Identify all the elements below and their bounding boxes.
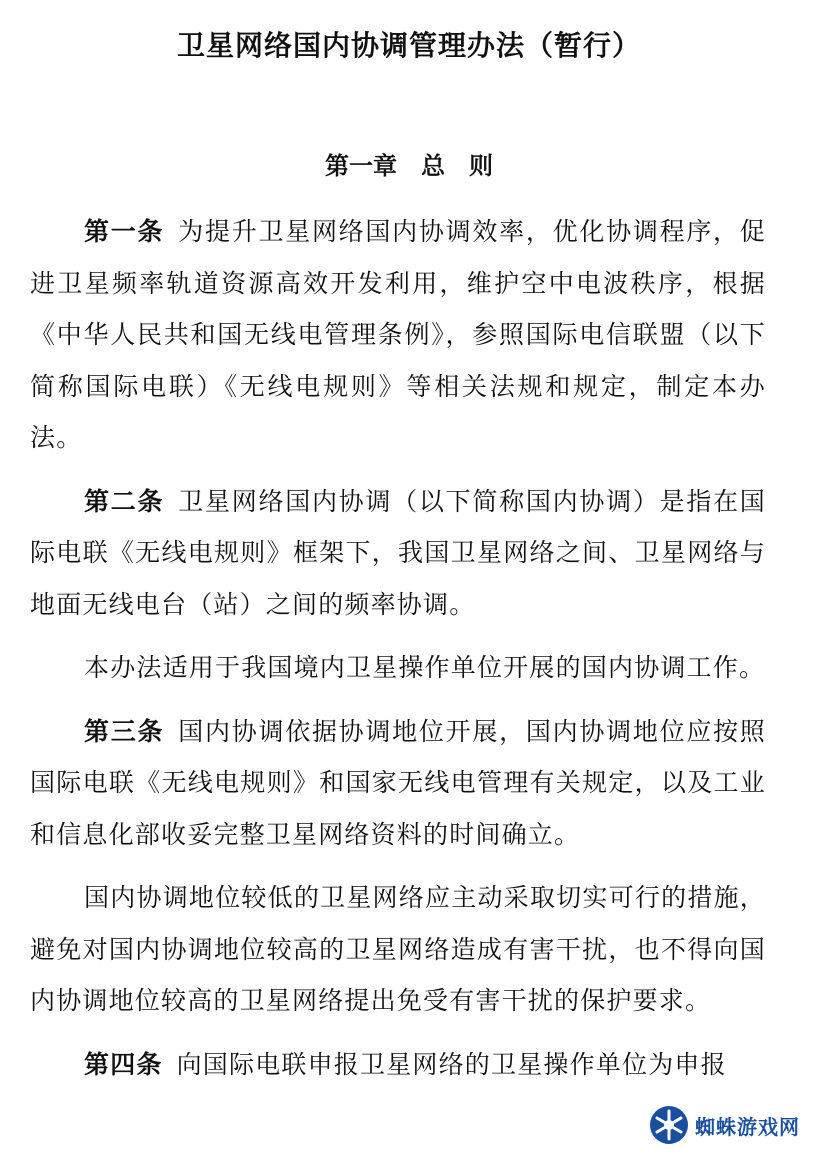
document-title: 卫星网络国内协调管理办法（暂行） — [176, 29, 641, 62]
article-text: 为提升卫星网络国内协调效率，优化协调程序，促进卫星频率轨道资源高效开发利用，维护空中电波秩序，根据《中华人民共和国无线电管理条例》，参照国际电信联盟（以下简称国际电联）《无线电规则》等相关法规和规定，制定本办法。 — [30, 217, 766, 452]
article-3 — [30, 706, 766, 861]
article-text: 向国际电联申报卫星网络的卫星操作单位为申报 — [176, 1049, 727, 1079]
paragraph-text: 国内协调地位较低的卫星网络应主动采取切实可行的措施，避免对国内协调地位较高的卫星网络造成有害干扰，也不得向国内协调地位较高的卫星网络提出免受有害干扰的保护要求。 — [30, 883, 766, 1015]
article-text: 国内协调依据协调地位开展，国内协调地位应按照国际电联《无线电规则》和国家无线电管理有关规定，以及工业和信息化部收妥完整卫星网络资料的时间确立。 — [30, 716, 766, 849]
article-number: 第四条 — [84, 1049, 163, 1079]
article-3-paragraph-2 — [30, 872, 766, 1027]
watermark-text: 蜘蛛游戏网 — [695, 1114, 800, 1139]
article-1 — [30, 206, 766, 464]
article-2-paragraph-2 — [30, 642, 766, 694]
spider-logo-icon — [649, 1105, 689, 1145]
article-2 — [30, 476, 766, 631]
article-number: 第一条 — [84, 217, 165, 246]
site-watermark — [645, 1102, 804, 1148]
article-number: 第三条 — [84, 716, 165, 746]
chapter-title: 第一章 总 则 — [325, 152, 493, 180]
article-text: 卫星网络国内协调（以下简称国内协调）是指在国际电联《无线电规则》框架下，我国卫星网络之间、卫星网络与地面无线电台（站）之间的频率协调。 — [30, 486, 766, 619]
article-4 — [30, 1039, 766, 1091]
article-number: 第二条 — [84, 486, 165, 516]
paragraph-text: 本办法适用于我国境内卫星操作单位开展的国内协调工作。 — [84, 653, 766, 682]
document-body — [30, 206, 766, 1102]
